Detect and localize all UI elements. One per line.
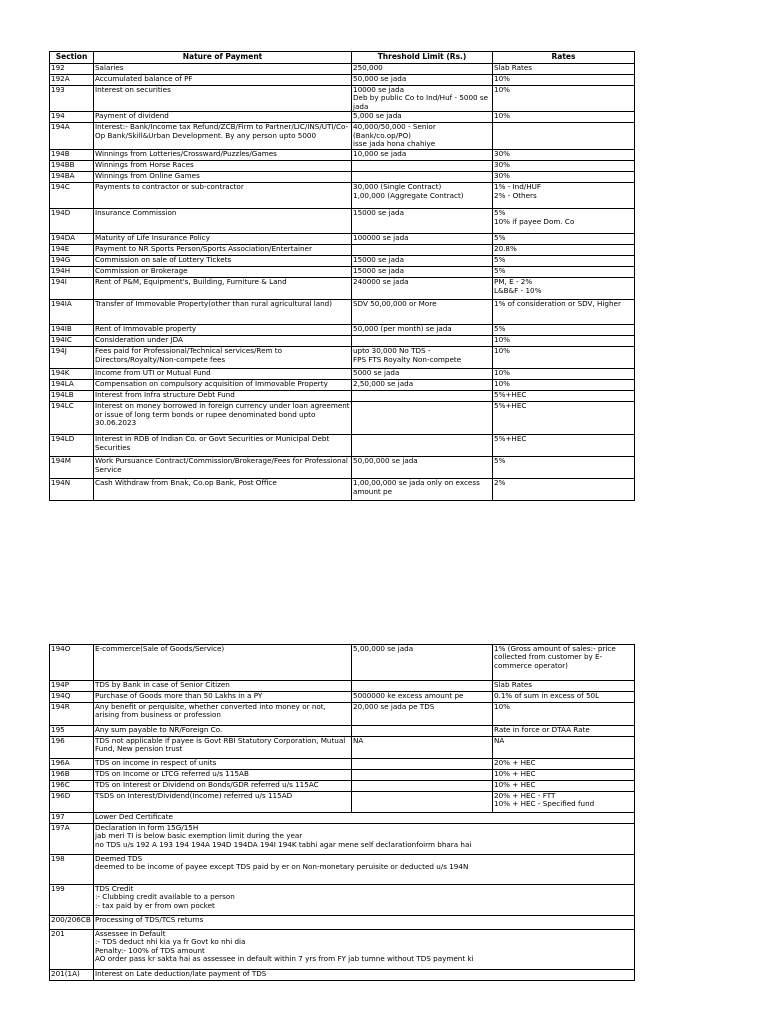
threshold-cell: [352, 681, 493, 692]
table-row: [50, 824, 635, 855]
rate-cell: 10%: [493, 703, 635, 726]
table-row: [50, 855, 635, 885]
rate-cell: NA: [493, 737, 635, 759]
rate-cell: 30%: [493, 161, 635, 172]
table-row: [50, 336, 635, 347]
table-row: [50, 64, 635, 75]
section-cell: 196B: [50, 770, 94, 781]
rate-cell: [493, 123, 635, 150]
threshold-cell: 15000 se jada: [352, 256, 493, 267]
table-row: [50, 970, 635, 981]
threshold-cell: 40,000/50,000 - Senior (Bank/co.op/PO) isse jada hona chahiye: [352, 123, 493, 150]
nature-cell: Interest on money borrowed in foreign currency under loan agreement or issue of long term bonds or rupee denominated bond upto 30.06.2023: [94, 402, 352, 435]
nature-cell: Interest from Infra structure Debt Fund: [94, 391, 352, 402]
nature-cell: Insurance Commission: [94, 209, 352, 234]
section-cell: 194BA: [50, 172, 94, 183]
section-cell: 194LC: [50, 402, 94, 435]
section-cell: 194LA: [50, 380, 94, 391]
section-cell: 201(1A): [50, 970, 94, 981]
description-cell: Declaration in form 15G/15H jab meri TI is below basic exemption limit during the year no TDS u/s 192 A 193 194 194A 194D 194DA 194I 194K tabhi agar mene self declarationfoirm bhara hai: [94, 824, 635, 855]
table-row: [50, 161, 635, 172]
threshold-cell: 50,00,000 se jada: [352, 457, 493, 479]
section-cell: 193: [50, 86, 94, 112]
table-row: [50, 813, 635, 824]
nature-cell: Consideration under JDA: [94, 336, 352, 347]
section-cell: 194J: [50, 347, 94, 369]
threshold-cell: 5,000 se jada: [352, 112, 493, 123]
threshold-cell: 10000 se jada Deb by public Co to Ind/Huf - 5000 se jada: [352, 86, 493, 112]
rate-cell: 5%: [493, 325, 635, 336]
threshold-cell: 50,000 se jada: [352, 75, 493, 86]
nature-cell: Fees paid for Professional/Technical services/Rem to Directors/Royalty/Non-compete fees: [94, 347, 352, 369]
rate-cell: 10%: [493, 336, 635, 347]
table-row: [50, 256, 635, 267]
section-cell: 197: [50, 813, 94, 824]
tds-table-2: [49, 644, 635, 981]
threshold-cell: 100000 se jada: [352, 234, 493, 245]
threshold-cell: [352, 245, 493, 256]
nature-cell: Winnings from Online Games: [94, 172, 352, 183]
threshold-cell: NA: [352, 737, 493, 759]
section-cell: 196C: [50, 781, 94, 792]
nature-cell: Compensation on compulsory acquisition of Immovable Property: [94, 380, 352, 391]
threshold-cell: [352, 792, 493, 813]
nature-cell: Income from UTI or Mutual Fund: [94, 369, 352, 380]
description-cell: Interest on Late deduction/late payment of TDS: [94, 970, 635, 981]
nature-cell: Any sum payable to NR/Foreign Co.: [94, 726, 352, 737]
nature-cell: Any benefit or perquisite, whether converted into money or not, arising from business or profession: [94, 703, 352, 726]
table-row: [50, 726, 635, 737]
section-cell: 194A: [50, 123, 94, 150]
rate-cell: 10%: [493, 369, 635, 380]
section-cell: 194LD: [50, 435, 94, 457]
rate-cell: 10% + HEC: [493, 781, 635, 792]
section-cell: 196A: [50, 759, 94, 770]
nature-cell: TDS by Bank in case of Senior Citizen: [94, 681, 352, 692]
nature-cell: Rent of P&M, Equipment's, Building, Furniture & Land: [94, 278, 352, 300]
threshold-cell: 5000000 ke excess amount pe: [352, 692, 493, 703]
nature-cell: TDS not applicable if payee is Govt RBI Statutory Corporation, Mutual Fund, New pension trust: [94, 737, 352, 759]
table-row: [50, 391, 635, 402]
nature-cell: TSDS on Interest/Dividend(Income) referred u/s 115AD: [94, 792, 352, 813]
section-cell: 194C: [50, 183, 94, 209]
section-cell: 194N: [50, 479, 94, 501]
section-cell: 192A: [50, 75, 94, 86]
threshold-cell: 5000 se jada: [352, 369, 493, 380]
nature-cell: Commission or Brokerage: [94, 267, 352, 278]
threshold-cell: 240000 se jada: [352, 278, 493, 300]
section-cell: 194O: [50, 645, 94, 681]
nature-cell: Interest:- Bank/Income tax Refund/ZCB/Firm to Partner/LIC/INS/UTI/Co-Op Bank/Skill&Urban Development. By any person upto 5000: [94, 123, 352, 150]
nature-cell: Rent of Immovable property: [94, 325, 352, 336]
table-row: [50, 737, 635, 759]
rate-cell: 1% (Gross amount of sales:- price collected from customer by E-commerce operator): [493, 645, 635, 681]
table-row: [50, 278, 635, 300]
rate-cell: 1% of consideration or SDV, Higher: [493, 300, 635, 325]
table-row: [50, 209, 635, 234]
table-row: [50, 75, 635, 86]
threshold-cell: upto 30,000 No TDS - FPS FTS Royalty Non-compete: [352, 347, 493, 369]
rate-cell: Rate in force or DTAA Rate: [493, 726, 635, 737]
threshold-cell: [352, 172, 493, 183]
section-cell: 192: [50, 64, 94, 75]
section-cell: 198: [50, 855, 94, 885]
table-header-row: [50, 52, 635, 64]
threshold-cell: 30,000 (Single Contract) 1,00,000 (Aggregate Contract): [352, 183, 493, 209]
nature-cell: TDS on Income or LTCG referred u/s 115AB: [94, 770, 352, 781]
rate-cell: 5%: [493, 256, 635, 267]
threshold-cell: 50,000 (per month) se jada: [352, 325, 493, 336]
table-row: [50, 402, 635, 435]
rate-cell: 20% + HEC - FTT 10% + HEC - Specified fund: [493, 792, 635, 813]
threshold-cell: 15000 se jada: [352, 209, 493, 234]
section-cell: 199: [50, 885, 94, 916]
threshold-cell: 5,00,000 se jada: [352, 645, 493, 681]
table-row: [50, 380, 635, 391]
rate-cell: 5%+HEC: [493, 435, 635, 457]
table-row: [50, 770, 635, 781]
table-row: [50, 369, 635, 380]
rate-cell: 10%: [493, 75, 635, 86]
table-row: [50, 245, 635, 256]
section-cell: 194B: [50, 150, 94, 161]
table-row: [50, 267, 635, 278]
nature-cell: Salaries: [94, 64, 352, 75]
table-row: [50, 457, 635, 479]
section-cell: 201: [50, 930, 94, 970]
table-row: [50, 172, 635, 183]
rate-cell: 10%: [493, 86, 635, 112]
table-row: [50, 885, 635, 916]
section-cell: 194P: [50, 681, 94, 692]
rate-cell: 5%+HEC: [493, 391, 635, 402]
rate-cell: PM, E - 2% L&B&F - 10%: [493, 278, 635, 300]
rate-cell: 5%: [493, 234, 635, 245]
header-nature: Nature of Payment: [94, 52, 352, 64]
nature-cell: Payment of dividend: [94, 112, 352, 123]
header-rates: Rates: [493, 52, 635, 64]
nature-cell: Purchase of Goods more than 50 Lakhs in a PY: [94, 692, 352, 703]
table-row: [50, 681, 635, 692]
section-cell: 194IC: [50, 336, 94, 347]
rate-cell: 0.1% of sum in excess of 50L: [493, 692, 635, 703]
table-row: [50, 930, 635, 970]
table-row: [50, 112, 635, 123]
threshold-cell: [352, 435, 493, 457]
section-cell: 194R: [50, 703, 94, 726]
section-cell: 194M: [50, 457, 94, 479]
section-cell: 194K: [50, 369, 94, 380]
rate-cell: 20% + HEC: [493, 759, 635, 770]
description-cell: Deemed TDS deemed to be income of payee except TDS paid by er on Non-monetary peruisite or deducted u/s 194N: [94, 855, 635, 885]
section-cell: 194IA: [50, 300, 94, 325]
rate-cell: 10%: [493, 347, 635, 369]
section-cell: 196: [50, 737, 94, 759]
rate-cell: 10%: [493, 380, 635, 391]
threshold-cell: 1,00,00,000 se jada only on excess amount pe: [352, 479, 493, 501]
rate-cell: 5%: [493, 267, 635, 278]
threshold-cell: [352, 781, 493, 792]
nature-cell: TDS on Interest or Dividend on Bonds/GDR referred u/s 115AC: [94, 781, 352, 792]
section-cell: 194IB: [50, 325, 94, 336]
threshold-cell: [352, 391, 493, 402]
rate-cell: 1% - Ind/HUF 2% - Others: [493, 183, 635, 209]
section-cell: 194E: [50, 245, 94, 256]
rate-cell: 10% + HEC: [493, 770, 635, 781]
section-cell: 195: [50, 726, 94, 737]
rate-cell: Slab Rates: [493, 64, 635, 75]
nature-cell: Transfer of Immovable Property(other than rural agricultural land): [94, 300, 352, 325]
table-row: [50, 347, 635, 369]
section-cell: 194Q: [50, 692, 94, 703]
nature-cell: Payments to contractor or sub-contractor: [94, 183, 352, 209]
table-row: [50, 759, 635, 770]
section-cell: 194DA: [50, 234, 94, 245]
table-row: [50, 325, 635, 336]
table-row: [50, 123, 635, 150]
nature-cell: E-commerce(Sale of Goods/Service): [94, 645, 352, 681]
table-row: [50, 183, 635, 209]
table-row: [50, 300, 635, 325]
threshold-cell: 10,000 se jada: [352, 150, 493, 161]
threshold-cell: [352, 402, 493, 435]
tds-table-1: [49, 51, 635, 501]
nature-cell: TDS on income in respect of units: [94, 759, 352, 770]
rate-cell: 5%+HEC: [493, 402, 635, 435]
nature-cell: Maturity of Life Insurance Policy: [94, 234, 352, 245]
rate-cell: 30%: [493, 150, 635, 161]
header-threshold: Threshold Limit (Rs.): [352, 52, 493, 64]
table-row: [50, 234, 635, 245]
header-section: Section: [50, 52, 94, 64]
rate-cell: 5% 10% if payee Dom. Co: [493, 209, 635, 234]
table-row: [50, 150, 635, 161]
rate-cell: Slab Rates: [493, 681, 635, 692]
nature-cell: Interest on securities: [94, 86, 352, 112]
nature-cell: Interest in RDB of Indian Co. or Govt Securities or Municipal Debt Securities: [94, 435, 352, 457]
description-cell: Processing of TDS/TCS returns: [94, 916, 635, 930]
nature-cell: Payment to NR Sports Person/Sports Association/Entertainer: [94, 245, 352, 256]
threshold-cell: [352, 759, 493, 770]
table-row: [50, 479, 635, 501]
table-row: [50, 86, 635, 112]
section-cell: 194G: [50, 256, 94, 267]
rate-cell: 2%: [493, 479, 635, 501]
nature-cell: Winnings from Horse Races: [94, 161, 352, 172]
section-cell: 194BB: [50, 161, 94, 172]
section-cell: 196D: [50, 792, 94, 813]
section-cell: 197A: [50, 824, 94, 855]
nature-cell: Cash Withdraw from Bnak, Co.op Bank, Post Office: [94, 479, 352, 501]
threshold-cell: [352, 161, 493, 172]
section-cell: 200/206CB: [50, 916, 94, 930]
table-row: [50, 703, 635, 726]
nature-cell: Work Pursuance Contract/Commission/Brokerage/Fees for Professional Service: [94, 457, 352, 479]
table-row: [50, 916, 635, 930]
section-cell: 194H: [50, 267, 94, 278]
section-cell: 194: [50, 112, 94, 123]
threshold-cell: SDV 50,00,000 or More: [352, 300, 493, 325]
threshold-cell: 20,000 se jada pe TDS: [352, 703, 493, 726]
threshold-cell: 15000 se jada: [352, 267, 493, 278]
table-row: [50, 645, 635, 681]
nature-cell: Accumulated balance of PF: [94, 75, 352, 86]
description-cell: Assessee in Default :- TDS deduct nhi kia ya fr Govt ko nhi dia Penalty:- 100% of TDS amount AO order pass kr sakta hai as assessee in default within 7 yrs from FY jab tumne without TDS payment ki: [94, 930, 635, 970]
section-cell: 194D: [50, 209, 94, 234]
nature-cell: Commission on sale of Lottery Tickets: [94, 256, 352, 267]
threshold-cell: [352, 726, 493, 737]
threshold-cell: [352, 336, 493, 347]
rate-cell: 30%: [493, 172, 635, 183]
rate-cell: 20.8%: [493, 245, 635, 256]
table-row: [50, 692, 635, 703]
nature-cell: Winnings from Lotteries/Crossward/Puzzles/Games: [94, 150, 352, 161]
rate-cell: 10%: [493, 112, 635, 123]
table-row: [50, 781, 635, 792]
threshold-cell: [352, 770, 493, 781]
threshold-cell: 2,50,000 se jada: [352, 380, 493, 391]
threshold-cell: 250,000: [352, 64, 493, 75]
section-cell: 194LB: [50, 391, 94, 402]
rate-cell: 5%: [493, 457, 635, 479]
section-cell: 194I: [50, 278, 94, 300]
table-row: [50, 435, 635, 457]
description-cell: TDS Credit :- Clubbing credit available to a person :- tax paid by er from own pocket: [94, 885, 635, 916]
description-cell: Lower Ded Certificate: [94, 813, 635, 824]
table-row: [50, 792, 635, 813]
